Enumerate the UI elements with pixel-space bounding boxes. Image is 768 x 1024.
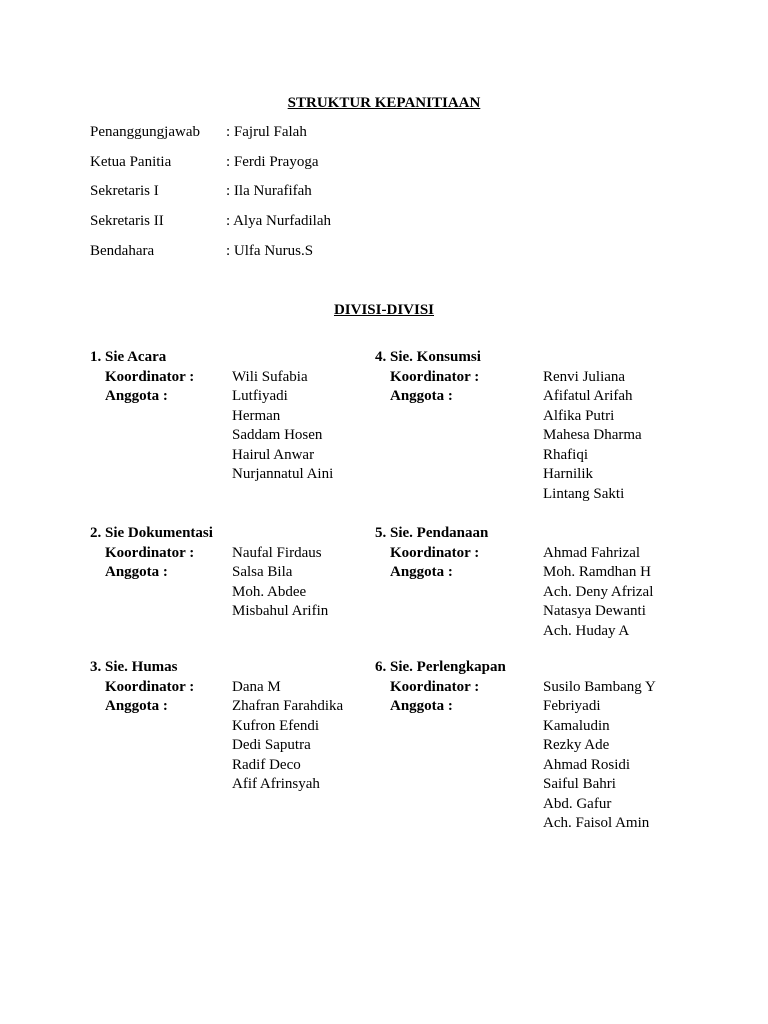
koordinator-row — [375, 368, 626, 388]
division-name: 4. Sie. Konsumsi — [375, 349, 481, 365]
anggota-name: Kufron Efendi — [232, 717, 320, 734]
anggota-name: Lutfiyadi — [232, 388, 288, 404]
division-name: 3. Sie. Humas — [90, 659, 178, 675]
division-block — [90, 658, 344, 795]
division-name: 6. Sie. Perlengkapan — [375, 659, 506, 675]
koordinator-name: Naufal Firdaus — [232, 544, 322, 561]
anggota-name: Febriyadi — [543, 698, 601, 714]
koordinator-name: Wili Sufabia — [232, 368, 308, 385]
anggota-row — [90, 465, 334, 485]
anggota-row — [375, 485, 625, 505]
anggota-row — [90, 426, 323, 446]
anggota-name: Afif Afrinsyah — [232, 776, 320, 792]
koordinator-label: Koordinator : — [390, 368, 480, 385]
anggota-name: Alfika Putri — [543, 407, 615, 424]
officer-name: : Ferdi Prayoga — [226, 154, 319, 170]
officer-role: Bendahara — [90, 243, 155, 259]
anggota-row — [375, 387, 633, 407]
anggota-row — [90, 717, 320, 737]
anggota-name: Rezky Ade — [543, 737, 610, 753]
anggota-row — [375, 583, 654, 603]
anggota-row — [375, 795, 612, 815]
anggota-label: Anggota : — [390, 388, 453, 404]
anggota-name: Moh. Abdee — [232, 583, 307, 600]
officer-name: : Fajrul Falah — [226, 124, 307, 140]
anggota-row — [90, 756, 301, 776]
anggota-label: Anggota : — [105, 388, 168, 404]
anggota-row — [90, 736, 311, 756]
anggota-row — [90, 563, 293, 583]
anggota-name: Natasya Dewanti — [543, 603, 646, 619]
anggota-name: Lintang Sakti — [543, 485, 625, 502]
officer-name: : Ila Nurafifah — [226, 183, 312, 199]
anggota-name: Herman — [232, 407, 281, 424]
koordinator-label: Koordinator : — [105, 544, 195, 561]
officer-role: Sekretaris II — [90, 213, 164, 229]
anggota-name: Dedi Saputra — [232, 737, 311, 753]
anggota-row — [90, 407, 281, 427]
koordinator-row — [90, 544, 322, 564]
anggota-name: Saddam Hosen — [232, 427, 323, 443]
officer-name: : Ulfa Nurus.S — [226, 243, 314, 259]
koordinator-label: Koordinator : — [105, 678, 195, 695]
anggota-name: Ach. Huday A — [543, 622, 630, 639]
anggota-name: Rhafiqi — [543, 446, 588, 463]
officer-name: : Alya Nurfadilah — [226, 213, 331, 229]
anggota-name: Kamaludin — [543, 717, 610, 734]
anggota-row — [90, 775, 320, 795]
anggota-name: Saiful Bahri — [543, 776, 616, 792]
koordinator-name: Ahmad Fahrizal — [543, 544, 641, 561]
koordinator-name: Dana M — [232, 678, 281, 695]
anggota-row — [375, 426, 642, 446]
anggota-label: Anggota : — [105, 698, 168, 714]
anggota-name: Salsa Bila — [232, 564, 293, 580]
anggota-name: Ach. Deny Afrizal — [543, 583, 654, 600]
officer-role: Ketua Panitia — [90, 154, 172, 170]
anggota-row — [375, 717, 610, 737]
division-name: 2. Sie Dokumentasi — [90, 525, 213, 541]
anggota-name: Ach. Faisol Amin — [543, 815, 650, 831]
anggota-row — [90, 446, 315, 466]
koordinator-row — [375, 544, 641, 564]
anggota-name: Abd. Gafur — [543, 795, 612, 812]
anggota-row — [375, 814, 650, 834]
anggota-row — [375, 736, 610, 756]
anggota-row — [375, 775, 616, 795]
anggota-row — [375, 602, 646, 622]
anggota-row — [375, 697, 601, 717]
koordinator-label: Koordinator : — [105, 368, 195, 385]
anggota-name: Nurjannatul Aini — [232, 466, 334, 482]
anggota-name: Hairul Anwar — [232, 446, 315, 463]
officer-role: Sekretaris I — [90, 183, 159, 199]
koordinator-row — [90, 678, 281, 698]
anggota-row — [90, 602, 329, 622]
anggota-row — [375, 622, 630, 642]
anggota-name: Afifatul Arifah — [543, 388, 633, 404]
anggota-name: Misbahul Arifin — [232, 603, 329, 619]
koordinator-row — [375, 678, 656, 698]
anggota-label: Anggota : — [390, 564, 453, 580]
anggota-row — [90, 583, 307, 603]
page-title: STRUKTUR KEPANITIAAN — [287, 95, 481, 111]
anggota-row — [375, 756, 631, 776]
anggota-name: Mahesa Dharma — [543, 427, 642, 443]
division-block — [90, 348, 334, 485]
anggota-row — [90, 697, 344, 717]
anggota-name: Zhafran Farahdika — [232, 698, 344, 714]
division-name: 5. Sie. Pendanaan — [375, 525, 489, 541]
division-block — [375, 524, 654, 641]
koordinator-row — [90, 368, 308, 388]
anggota-name: Moh. Ramdhan H — [543, 564, 651, 580]
divisions-title: DIVISI-DIVISI — [333, 302, 435, 318]
officer-role: Penanggungjawab — [90, 124, 200, 140]
anggota-name: Ahmad Rosidi — [543, 756, 631, 773]
division-name: 1. Sie Acara — [90, 349, 167, 365]
anggota-name: Harnilik — [543, 466, 593, 482]
koordinator-label: Koordinator : — [390, 544, 480, 561]
anggota-row — [375, 446, 588, 466]
anggota-row — [375, 465, 593, 485]
anggota-label: Anggota : — [105, 564, 168, 580]
anggota-row — [375, 563, 651, 583]
division-block — [375, 658, 656, 834]
division-block — [375, 348, 642, 504]
division-block — [90, 524, 329, 622]
anggota-row — [90, 387, 288, 407]
koordinator-name: Renvi Juliana — [543, 368, 626, 385]
anggota-row — [375, 407, 615, 427]
anggota-name: Radif Deco — [232, 756, 301, 773]
koordinator-name: Susilo Bambang Y — [543, 678, 656, 695]
koordinator-label: Koordinator : — [390, 678, 480, 695]
anggota-label: Anggota : — [390, 698, 453, 714]
